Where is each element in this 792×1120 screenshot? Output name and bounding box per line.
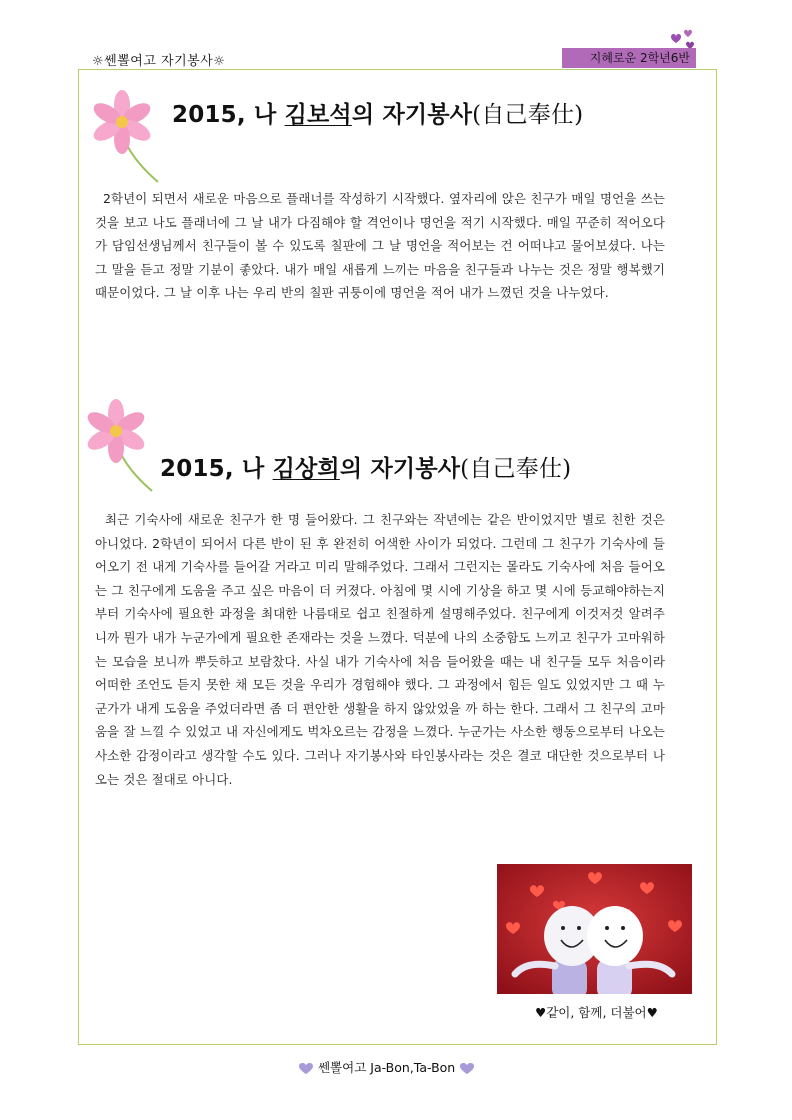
title-prefix: 2015, 나 bbox=[172, 102, 285, 128]
footer-text: 쎈뽈여고 Ja-Bon,Ta-Bon bbox=[317, 1060, 456, 1075]
header-title: ☼쎈뽈여고 자기봉사☼ bbox=[92, 54, 226, 69]
cosmos-flower-icon bbox=[88, 86, 164, 186]
title-prefix: 2015, 나 bbox=[160, 456, 273, 482]
section-2-title bbox=[160, 450, 571, 483]
author-name: 김상희 bbox=[272, 456, 340, 482]
footer bbox=[298, 1058, 475, 1076]
section-1-body: 2학년이 되면서 새로운 마음으로 플래너를 작성하기 시작했다. 옆자리에 앉은 친구가 매일 명언을 쓰는 것을 보고 나도 플래너에 그 날 내가 다짐해야 할 격언이나 명언을 적기 시작했다. 매일 꾸준히 적어오다가 담임선생님께서 친구들이 볼 수 있도록 칠판에 그 날 명언을 적어보는 건 어떠냐고 물어보셨다. 나는 그 말을 듣고 정말 기분이 좋았다. 내가 매일 새롭게 느끼는 마음을 친구들과 나누는 것은 정말 행복했기 때문이었다. 그 날 이후 나는 우리 반의 칠판 귀퉁이에 명언을 적어 내가 느꼈던 것을 나누었다. bbox=[95, 191, 665, 301]
author-name: 김보석 bbox=[284, 102, 352, 128]
title-suffix: 의 자기봉사 bbox=[351, 102, 473, 128]
photo-caption: ♥같이, 함께, 더불어♥ bbox=[535, 1005, 658, 1020]
heart-icon bbox=[298, 1062, 314, 1076]
section-2-body: 최근 기숙사에 새로운 친구가 한 명 들어왔다. 그 친구와는 작년에는 같은 반이었지만 별로 친한 것은 아니었다. 2학년이 되어서 다른 반이 된 후 완전히 어색한 사이가 되었다. 그런데 그 친구가 기숙사에 들어오기 전 내게 기숙사를 들어갈 거라고 미리 말해주었다. 그래서 그런지는 몰라도 기숙사에 처음 들어오는 그 친구에게 도움을 주고 싶은 마음이 더 커졌다. 아침에 몇 시에 기상을 하고 몇 시에 등교해야하는지부터 기숙사에 필요한 과정을 최대한 나름대로 쉽고 친절하게 설명해주었다. 친구에게 이것저것 알려주니까 뭔가 내가 누군가에게 필요한 존재라는 것을 느꼈다. 덕분에 나의 소중함도 느끼고 친구가 고마워하는 모습을 보니까 뿌듯하고 보람찼다. 사실 내가 기숙사에 처음 들어왔을 때는 내 친구들 모두 처음이라 어떠한 조언도 듣지 못한 채 모든 것을 우리가 경험해야 했다. 그 과정에서 힘든 일도 있었지만 그 때 누군가가 내게 도움을 주었더라면 좀 더 편안한 생활을 하지 않았었을 까 하는 한다. 그래서 그 친구의 고마움을 잘 느낄 수 있었고 내 자신에게도 벅차오르는 감정을 느꼈다. 누군가는 사소한 행동으로부터 나오는 사소한 감정이라고 생각할 수도 있다. 그러나 자기봉사와 타인봉사라는 것은 결코 대단한 것으로부터 나오는 것은 절대로 아니다. bbox=[95, 512, 665, 787]
heart-icon bbox=[459, 1062, 475, 1076]
section-1-title bbox=[172, 96, 583, 129]
title-hanja: (自己奉仕) bbox=[460, 456, 572, 482]
cosmos-flower-icon bbox=[82, 395, 158, 495]
class-label: 지혜로운 2학년6반 bbox=[562, 48, 696, 68]
friends-illustration bbox=[497, 864, 692, 994]
title-hanja: (自己奉仕) bbox=[472, 102, 584, 128]
title-suffix: 의 자기봉사 bbox=[339, 456, 461, 482]
